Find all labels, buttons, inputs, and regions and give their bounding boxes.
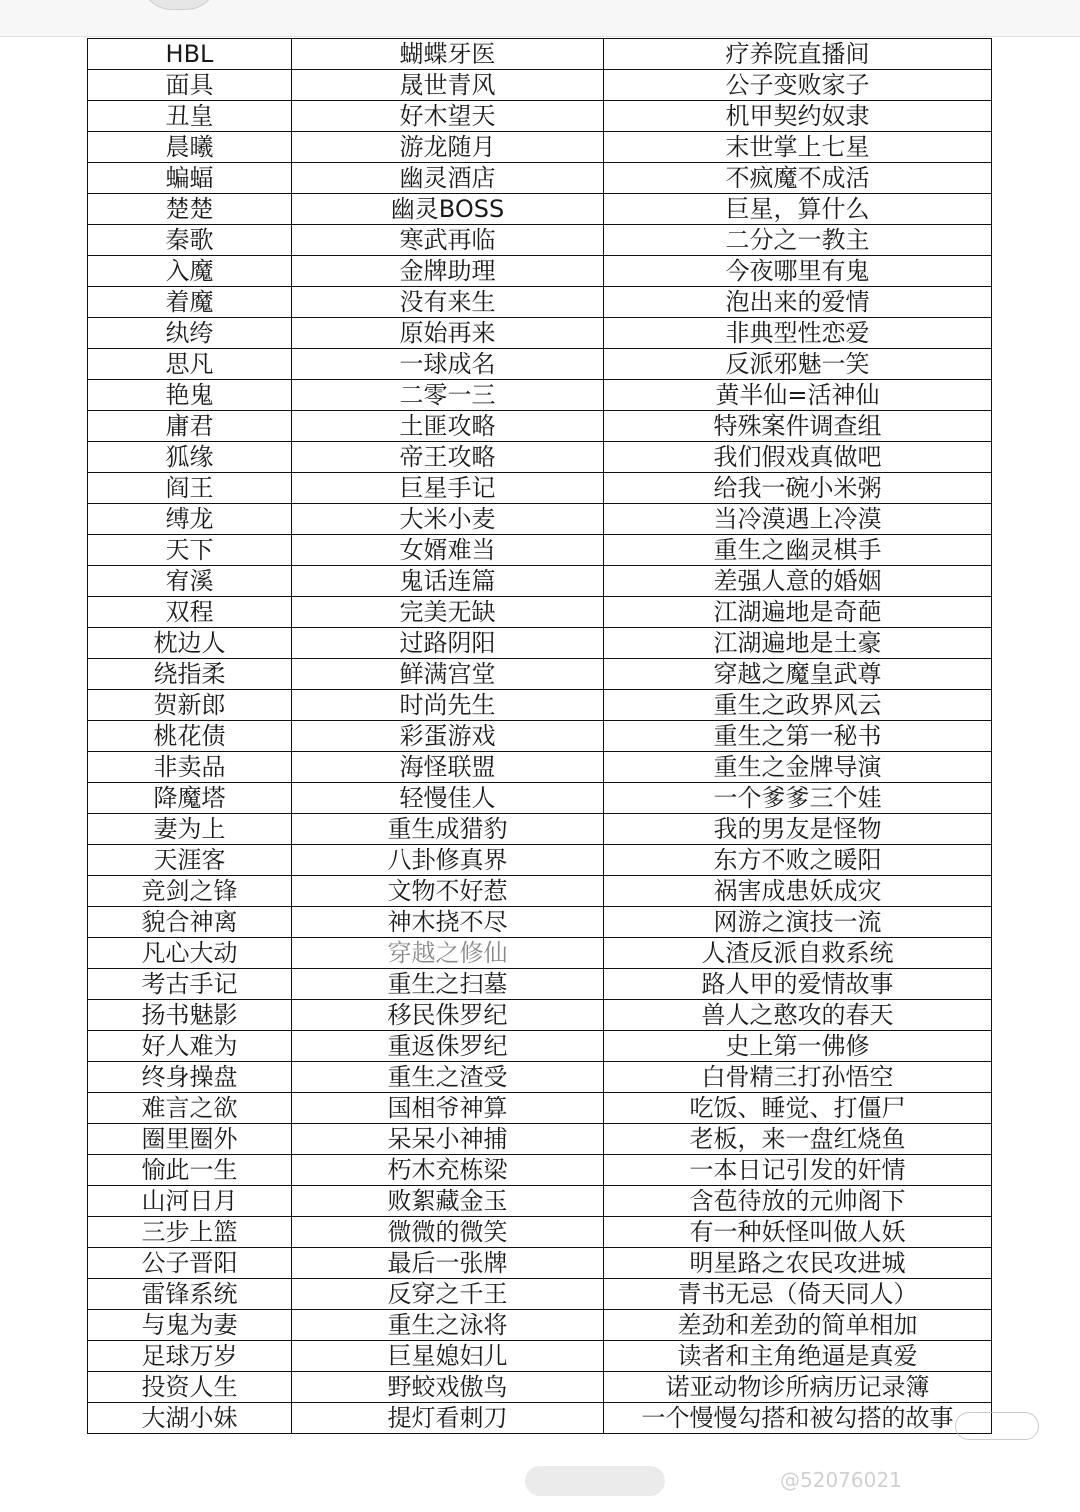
table-row	[88, 938, 992, 969]
table-cell: 最后一张牌	[292, 1248, 604, 1279]
table-body	[88, 39, 992, 1434]
table-row	[88, 1341, 992, 1372]
table-row	[88, 535, 992, 566]
table-cell: 今夜哪里有鬼	[604, 256, 992, 287]
table-cell: 给我一碗小米粥	[604, 473, 992, 504]
table-cell: 蝴蝶牙医	[292, 39, 604, 70]
table-row	[88, 318, 992, 349]
table-cell: 绕指柔	[88, 659, 292, 690]
table-cell: 有一种妖怪叫做人妖	[604, 1217, 992, 1248]
table-cell: 反派邪魅一笑	[604, 349, 992, 380]
table-row	[88, 225, 992, 256]
table-cell: 时尚先生	[292, 690, 604, 721]
table-cell: 面具	[88, 70, 292, 101]
table-cell: 难言之欲	[88, 1093, 292, 1124]
table-row	[88, 690, 992, 721]
table-row	[88, 349, 992, 380]
table-cell: 帝王攻略	[292, 442, 604, 473]
table-cell: 秦歌	[88, 225, 292, 256]
table-cell: 楚楚	[88, 194, 292, 225]
table-cell: 末世掌上七星	[604, 132, 992, 163]
table-row	[88, 814, 992, 845]
table-cell: 竞剑之锋	[88, 876, 292, 907]
table-cell: 史上第一佛修	[604, 1031, 992, 1062]
table-cell: 雷锋系统	[88, 1279, 292, 1310]
table-cell: 穿越之修仙	[292, 938, 604, 969]
table-row	[88, 1403, 992, 1434]
table-row	[88, 969, 992, 1000]
table-cell: 青书无忌（倚天同人）	[604, 1279, 992, 1310]
table-cell: 一个爹爹三个娃	[604, 783, 992, 814]
table-cell: 江湖遍地是奇葩	[604, 597, 992, 628]
table-row	[88, 39, 992, 70]
table-row	[88, 1031, 992, 1062]
table-cell: 鬼话连篇	[292, 566, 604, 597]
table-row	[88, 566, 992, 597]
table-cell: 提灯看刺刀	[292, 1403, 604, 1434]
table-cell: 差强人意的婚姻	[604, 566, 992, 597]
table-cell: 呆呆小神捕	[292, 1124, 604, 1155]
top-strip	[0, 0, 1080, 37]
table-cell: 重生成猎豹	[292, 814, 604, 845]
table-cell: 非典型性恋爱	[604, 318, 992, 349]
table-cell: 微微的微笑	[292, 1217, 604, 1248]
watermark-badge	[955, 1412, 1039, 1440]
table-row	[88, 628, 992, 659]
table-cell: 机甲契约奴隶	[604, 101, 992, 132]
table-row	[88, 907, 992, 938]
table-cell: 艳鬼	[88, 380, 292, 411]
table-cell: 祸害成患妖成灾	[604, 876, 992, 907]
table-cell: 重生之渣受	[292, 1062, 604, 1093]
table-cell: 重返侏罗纪	[292, 1031, 604, 1062]
table-cell: 一球成名	[292, 349, 604, 380]
avatar	[140, 0, 218, 10]
table-cell: 大湖小妹	[88, 1403, 292, 1434]
table-cell: 二分之一教主	[604, 225, 992, 256]
table-cell: 寒武再临	[292, 225, 604, 256]
table-cell: 山河日月	[88, 1186, 292, 1217]
table-cell: 降魔塔	[88, 783, 292, 814]
table-cell: 当冷漠遇上冷漠	[604, 504, 992, 535]
table-cell: 没有来生	[292, 287, 604, 318]
table-cell: 女婿难当	[292, 535, 604, 566]
table-cell: 海怪联盟	[292, 752, 604, 783]
table-cell: 桃花债	[88, 721, 292, 752]
table-cell: 重生之泳将	[292, 1310, 604, 1341]
table-row	[88, 1310, 992, 1341]
table-cell: 泡出来的爱情	[604, 287, 992, 318]
table-cell: HBL	[88, 39, 292, 70]
table-cell: 入魔	[88, 256, 292, 287]
table-cell: 游龙随月	[292, 132, 604, 163]
table-cell: 公子晋阳	[88, 1248, 292, 1279]
table-cell: 败絮藏金玉	[292, 1186, 604, 1217]
table-cell: 白骨精三打孙悟空	[604, 1062, 992, 1093]
table-cell: 贺新郎	[88, 690, 292, 721]
table-cell: 金牌助理	[292, 256, 604, 287]
table-cell: 网游之演技一流	[604, 907, 992, 938]
table-cell: 着魔	[88, 287, 292, 318]
table-cell: 诺亚动物诊所病历记录簿	[604, 1372, 992, 1403]
table-cell: 兽人之憨攻的春天	[604, 1000, 992, 1031]
table-row	[88, 380, 992, 411]
table-cell: 足球万岁	[88, 1341, 292, 1372]
table-row	[88, 163, 992, 194]
table-cell: 朽木充栋梁	[292, 1155, 604, 1186]
table-cell: 反穿之千王	[292, 1279, 604, 1310]
table-cell: 江湖遍地是土豪	[604, 628, 992, 659]
table-cell: 投资人生	[88, 1372, 292, 1403]
table-cell: 蝙蝠	[88, 163, 292, 194]
table-cell: 扬书魅影	[88, 1000, 292, 1031]
table-row	[88, 504, 992, 535]
table-row	[88, 1248, 992, 1279]
table-cell: 庸君	[88, 411, 292, 442]
table-cell: 路人甲的爱情故事	[604, 969, 992, 1000]
table-cell: 重生之扫墓	[292, 969, 604, 1000]
table-row	[88, 132, 992, 163]
table-row	[88, 1155, 992, 1186]
table-cell: 终身操盘	[88, 1062, 292, 1093]
table-cell: 三步上篮	[88, 1217, 292, 1248]
table-cell: 含苞待放的元帅阁下	[604, 1186, 992, 1217]
table-cell: 狐缘	[88, 442, 292, 473]
table-row	[88, 101, 992, 132]
table-cell: 幽灵BOSS	[292, 194, 604, 225]
table-cell: 野蛟戏傲鸟	[292, 1372, 604, 1403]
table-cell: 巨星，算什么	[604, 194, 992, 225]
table-row	[88, 442, 992, 473]
table-cell: 二零一三	[292, 380, 604, 411]
table-cell: 天下	[88, 535, 292, 566]
table-cell: 巨星手记	[292, 473, 604, 504]
table-cell: 天涯客	[88, 845, 292, 876]
table-cell: 特殊案件调查组	[604, 411, 992, 442]
table-cell: 巨星媳妇儿	[292, 1341, 604, 1372]
table-row	[88, 70, 992, 101]
table-cell: 明星路之农民攻进城	[604, 1248, 992, 1279]
table-cell: 非卖品	[88, 752, 292, 783]
table-row	[88, 473, 992, 504]
table-cell: 好木望天	[292, 101, 604, 132]
table-cell: 我们假戏真做吧	[604, 442, 992, 473]
table-row	[88, 1217, 992, 1248]
table-cell: 一个慢慢勾搭和被勾搭的故事	[604, 1403, 992, 1434]
table-row	[88, 1093, 992, 1124]
table-cell: 重生之金牌导演	[604, 752, 992, 783]
table-cell: 大米小麦	[292, 504, 604, 535]
table-cell: 晟世青风	[292, 70, 604, 101]
table-cell: 与鬼为妻	[88, 1310, 292, 1341]
table-cell: 貌合神离	[88, 907, 292, 938]
table-cell: 过路阴阳	[292, 628, 604, 659]
table-cell: 老板，来一盘红烧鱼	[604, 1124, 992, 1155]
table-row	[88, 287, 992, 318]
table-cell: 移民侏罗纪	[292, 1000, 604, 1031]
table-cell: 好人难为	[88, 1031, 292, 1062]
table-cell: 不疯魔不成活	[604, 163, 992, 194]
table-row	[88, 256, 992, 287]
table-cell: 圈里圈外	[88, 1124, 292, 1155]
table-row	[88, 1279, 992, 1310]
table-cell: 神木挠不尽	[292, 907, 604, 938]
table-cell: 黄半仙=活神仙	[604, 380, 992, 411]
table-cell: 公子变败家子	[604, 70, 992, 101]
table-row	[88, 1062, 992, 1093]
table-row	[88, 1124, 992, 1155]
table-cell: 国相爷神算	[292, 1093, 604, 1124]
table-cell: 考古手记	[88, 969, 292, 1000]
table-row	[88, 721, 992, 752]
table-row	[88, 597, 992, 628]
table-row	[88, 752, 992, 783]
table-cell: 幽灵酒店	[292, 163, 604, 194]
table-cell: 穿越之魔皇武尊	[604, 659, 992, 690]
table-row	[88, 194, 992, 225]
table-cell: 妻为上	[88, 814, 292, 845]
table-cell: 吃饭、睡觉、打僵尸	[604, 1093, 992, 1124]
table-cell: 读者和主角绝逼是真爱	[604, 1341, 992, 1372]
table-row	[88, 845, 992, 876]
table-cell: 疗养院直播间	[604, 39, 992, 70]
table-cell: 缚龙	[88, 504, 292, 535]
table-cell: 愉此一生	[88, 1155, 292, 1186]
watermark-handle: @52076021	[780, 1468, 902, 1492]
table-cell: 我的男友是怪物	[604, 814, 992, 845]
table-cell: 东方不败之暖阳	[604, 845, 992, 876]
table-cell: 重生之政界风云	[604, 690, 992, 721]
table-cell: 晨曦	[88, 132, 292, 163]
table-cell: 原始再来	[292, 318, 604, 349]
table-cell: 重生之幽灵棋手	[604, 535, 992, 566]
table-cell: 思凡	[88, 349, 292, 380]
table-row	[88, 659, 992, 690]
table-row	[88, 1000, 992, 1031]
table-row	[88, 876, 992, 907]
table-cell: 纨绔	[88, 318, 292, 349]
table-row	[88, 1186, 992, 1217]
table-cell: 人渣反派自救系统	[604, 938, 992, 969]
table-row	[88, 783, 992, 814]
table-cell: 丑皇	[88, 101, 292, 132]
table-cell: 枕边人	[88, 628, 292, 659]
table-cell: 阎王	[88, 473, 292, 504]
table-cell: 差劲和差劲的简单相加	[604, 1310, 992, 1341]
table-cell: 重生之第一秘书	[604, 721, 992, 752]
table-cell: 轻慢佳人	[292, 783, 604, 814]
table-cell: 一本日记引发的奸情	[604, 1155, 992, 1186]
title-list-table	[87, 38, 992, 1434]
table-cell: 文物不好惹	[292, 876, 604, 907]
table-cell: 彩蛋游戏	[292, 721, 604, 752]
table-cell: 八卦修真界	[292, 845, 604, 876]
table-cell: 宥溪	[88, 566, 292, 597]
table-cell: 鲜满宫堂	[292, 659, 604, 690]
watermark-blur	[525, 1466, 665, 1496]
table-cell: 双程	[88, 597, 292, 628]
table-row	[88, 411, 992, 442]
table-row	[88, 1372, 992, 1403]
table-cell: 完美无缺	[292, 597, 604, 628]
table-cell: 凡心大动	[88, 938, 292, 969]
table-cell: 土匪攻略	[292, 411, 604, 442]
